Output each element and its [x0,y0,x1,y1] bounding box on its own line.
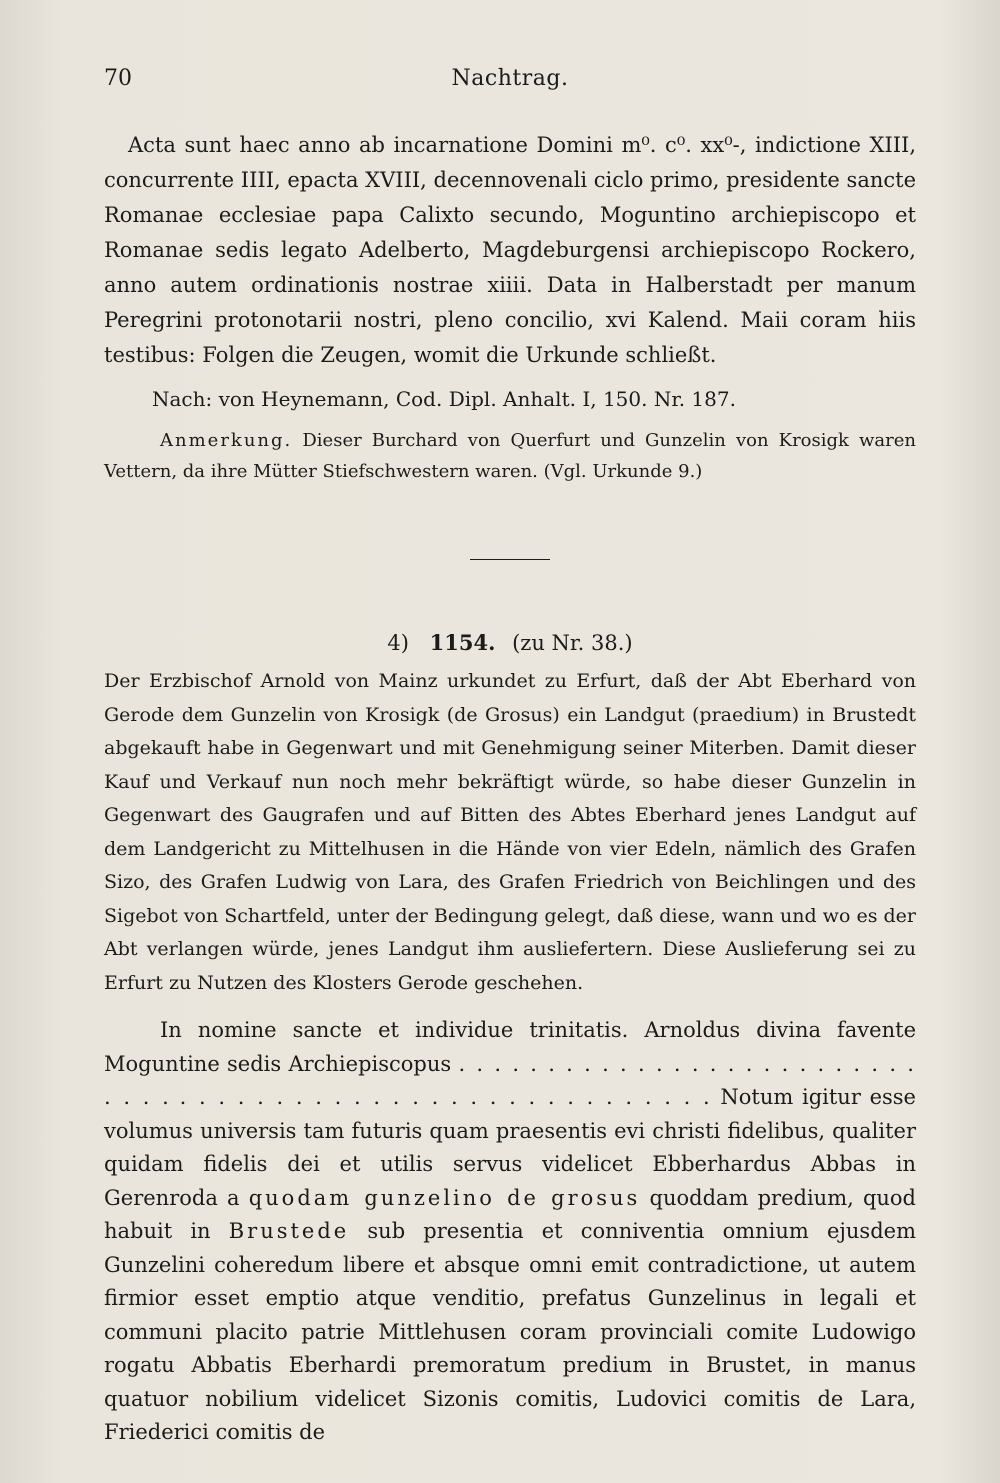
page-number: 70 [104,66,132,91]
page-header [104,66,916,102]
document-reference: (zu Nr. 38.) [512,631,633,655]
latin-spaced-2: Brustede [228,1219,350,1243]
annotation-note [104,425,916,487]
latin-text [104,1014,916,1450]
document-heading [104,630,916,655]
source-citation: Nach: von Heynemann, Cod. Dipl. Anhalt. I, 150. Nr. 187. [152,387,736,411]
page-body [104,128,916,1450]
latin-opening: In nomine sancte et individue trinitatis. Arnoldus divina favente Moguntine sedis Archiepiscopus [104,1018,916,1076]
charter-end-paragraph: Acta sunt haec anno ab incarnatione Domini m⁰. c⁰. xx⁰-, indictione XIII, concurrente IIII, epacta XVIII, decennovenali ciclo primo, presidente sancte Romanae ecclesiae papa Calixto secundo, Moguntino archiepiscopo et Romanae sedis legato Adelberto, Magdeburgensi archiepiscopo Rockero, anno autem ordinationis nostrae xiiii. Data in Halberstadt per manum Peregrini protonotarii nostri, pleno concilio, xvi Kalend. Maii coram hiis testibus: Folgen die Zeugen, womit die Urkunde schließt. [104,133,916,367]
ellipsis-1: . . . . . . . . . . . . . . . . . . . . . . . . . . . . . . [104,1051,916,1109]
latin-spaced-1: quodam gunzelino de grosus [248,1185,641,1210]
document-number: 4) [387,631,409,655]
annotation-text: Dieser Burchard von Querfurt und Gunzelin von Krosigk waren Vettern, da ihre Mütter Stiefschwestern waren. (Vgl. Urkunde 9.) [104,430,916,482]
latin-part-3: sub presentia et conniventia omnium ejusdem Gunzelini coheredum libere et absque omni emit contradictione, ut autem firmior esset emptio atque venditio, prefatus Gunzelinus in legali et communi placito patrie Mittlehusen coram provinciali comite Ludowigo rogatu Abbatis Eberhardi premoratum predium in Brustet, in manus quatuor nobilium videlicet Sizonis comitis, Ludovici comitis de Lara, Friederici comitis de [104,1219,916,1444]
ellipsis-2: . . . . . . . . . . . . . . . . . . . . . . . . . . . . [179,1085,712,1109]
document-summary: Der Erzbischof Arnold von Mainz urkundet zu Erfurt, daß der Abt Eberhard von Gerode dem Gunzelin von Krosigk (de Grosus) ein Landgut (praedium) in Brustedt abgekauft habe in Gegenwart und mit Genehmigung seiner Miterben. Damit dieser Kauf und Verkauf nun noch mehr bekräftigt würde, so habe dieser Gunzelin in Gegenwart des Gaugrafen und auf Bitten des Abtes Eberhard jenes Landgut auf dem Landgericht zu Mittelhusen in die Hände von vier Edeln, nämlich des Grafen Sizo, des Grafen Ludwig von Lara, des Grafen Friedrich von Beichlingen und des Sigebot von Schartfeld, unter der Bedingung gelegt, daß diese, wann und wo es der Abt verlangen würde, jenes Landgut ihm ausliefertern. Diese Auslieferung sei zu Erfurt zu Nutzen des Klosters Gerode geschehen. [104,670,916,994]
latin-part-2: quoddam predium, quod habuit in [104,1185,917,1243]
annotation-lead: Anmerkung. [160,430,293,451]
running-head: Nachtrag. [451,66,569,91]
latin-part-1: Notum igitur esse volumus universis tam futuris quam praesentis evi christi fidelibus, qualiter quidam fidelis dei et utilis servus videlicet Ebberhardus Abbas in Gerenroda a [104,1085,916,1210]
document-year: 1154. [429,630,496,655]
section-divider [470,559,550,560]
